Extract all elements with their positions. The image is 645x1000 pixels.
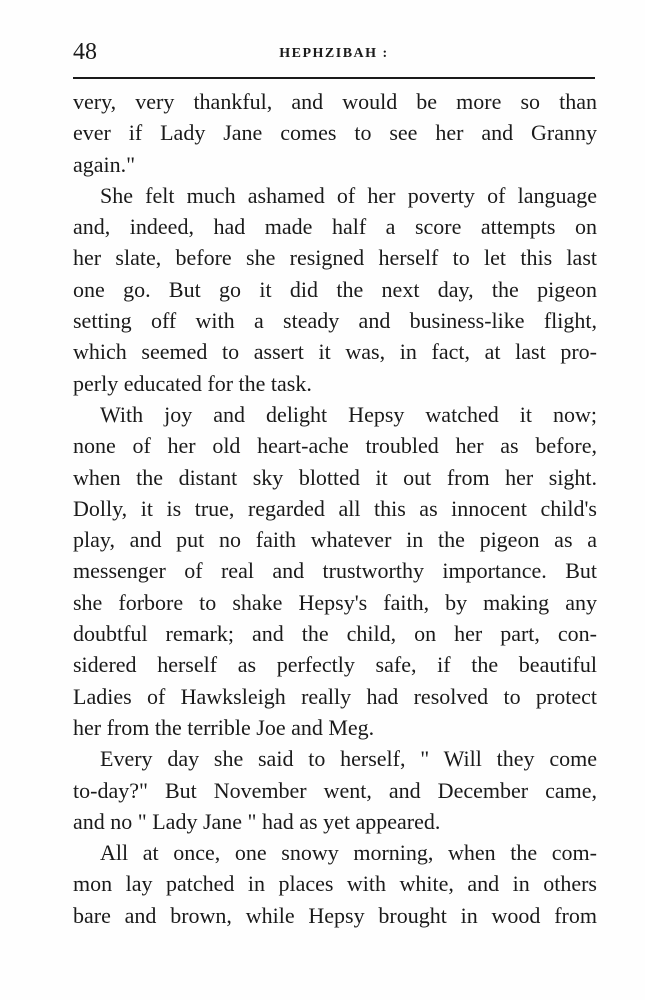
text-line: very, very thankful, and would be more so than xyxy=(73,89,597,114)
text-line: again." xyxy=(73,151,136,177)
text-line: which seemed to assert it was, in fact, at last pro- xyxy=(73,339,597,365)
text-line: sidered herself as perfectly safe, if the beautiful xyxy=(73,652,597,678)
text-line: Every day she said to herself, " Will they come xyxy=(100,746,597,772)
text-line: All at once, one snowy morning, when the com- xyxy=(100,840,597,866)
text-line: messenger of real and trustworthy importance. But xyxy=(73,558,597,584)
text-line: bare and brown, while Hepsy brought in wood from xyxy=(73,902,597,928)
text-line: doubtful remark; and the child, on her part, con- xyxy=(73,621,597,647)
text-line: her from the terrible Joe and Meg. xyxy=(73,714,375,740)
text-line: when the distant sky blotted it out from her sight. xyxy=(73,464,597,490)
text-line: to-day?" But November went, and December came, xyxy=(73,777,597,803)
text-line: setting off with a steady and business-like flight, xyxy=(73,308,597,334)
text-line: her slate, before she resigned herself to let this last xyxy=(73,245,597,271)
text-line: play, and put no faith whatever in the pigeon as a xyxy=(73,527,597,553)
text-line: She felt much ashamed of her poverty of language xyxy=(100,182,597,208)
text-line: With joy and delight Hepsy watched it now; xyxy=(100,401,597,427)
text-line: perly educated for the task. xyxy=(73,370,312,396)
paragraph xyxy=(73,837,597,931)
text-line: mon lay patched in places with white, and in others xyxy=(73,871,597,897)
paragraph xyxy=(73,743,597,837)
header-rule xyxy=(73,77,595,79)
text-line: and no " Lady Jane " had as yet appeared. xyxy=(73,808,441,834)
text-line: none of her old heart-ache troubled her as before, xyxy=(73,433,597,459)
text-line: she forbore to shake Hepsy's faith, by making any xyxy=(73,589,597,615)
text-line: ever if Lady Jane comes to see her and Granny xyxy=(73,120,597,146)
paragraph xyxy=(73,180,597,399)
text-line: Ladies of Hawksleigh really had resolved to protect xyxy=(73,683,597,709)
text-line: one go. But go it did the next day, the pigeon xyxy=(73,276,597,302)
text-line: and, indeed, had made half a score attempts on xyxy=(73,214,597,240)
page-number: 48 xyxy=(73,39,97,65)
paragraph xyxy=(73,399,597,743)
text-line: Dolly, it is true, regarded all this as innocent child's xyxy=(73,495,597,521)
paragraph xyxy=(73,86,597,180)
running-head-title: HEPHZIBAH : xyxy=(279,46,389,61)
body-text xyxy=(73,86,597,931)
page-header xyxy=(73,40,595,70)
